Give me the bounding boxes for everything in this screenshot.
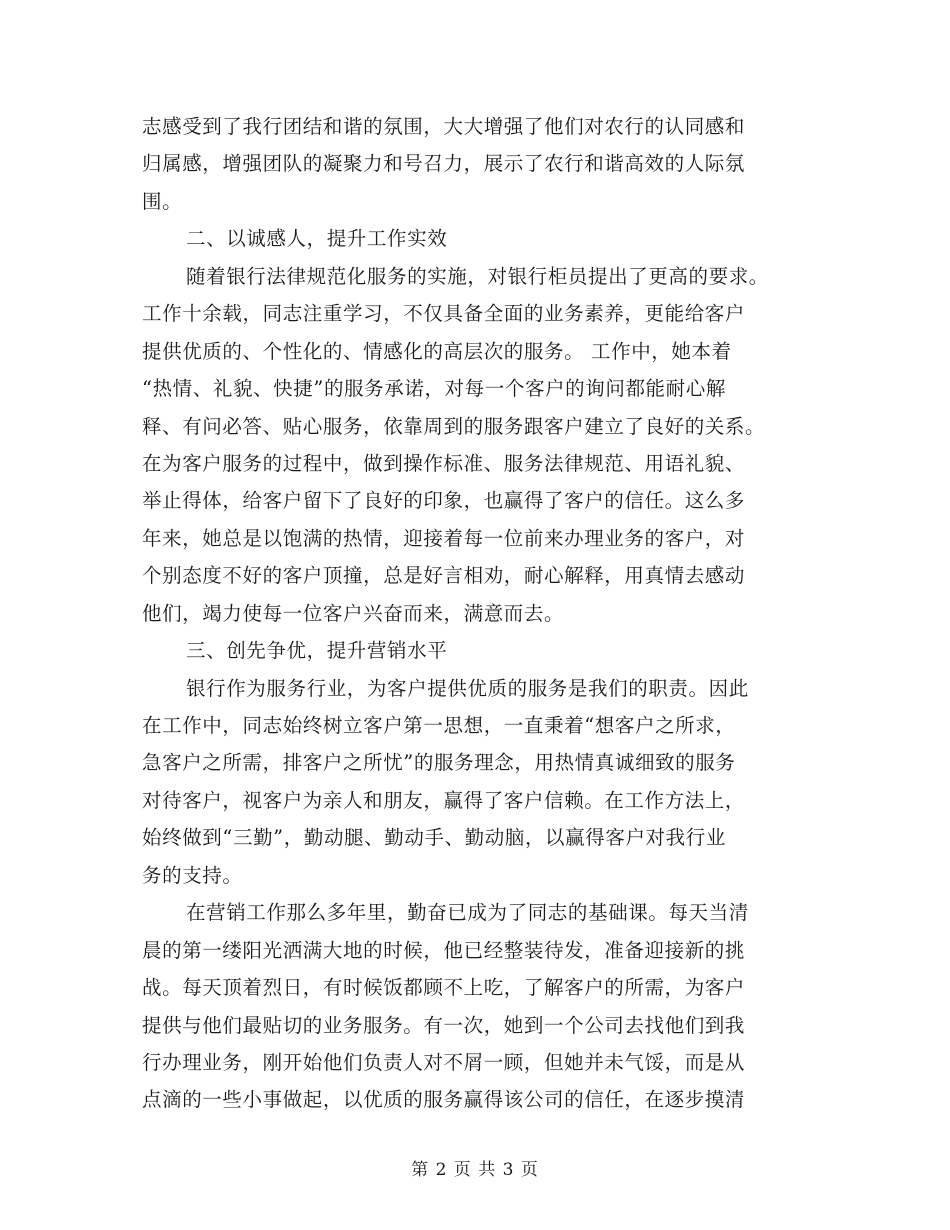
text-line: 志感受到了我行团结和谐的氛围，大大增强了他们对农行的认同感和 xyxy=(142,115,746,138)
text-line: 始终做到“三勤”，勤动腿、勤动手、勤动脑，以赢得客户对我行业 xyxy=(142,826,726,850)
text-line: 急客户之所需，排客户之所忧”的服务理念，用热情真诚细致的服务 xyxy=(142,751,736,775)
text-line: 他们，竭力使每一位客户兴奋而来，满意而去。 xyxy=(142,601,565,625)
text-line: 对待客户，视客户为亲人和朋友，赢得了客户信赖。在工作方法上， xyxy=(142,788,746,812)
text-line: 年来，她总是以饱满的热情，迎接着每一位前来办理业务的客户，对 xyxy=(142,526,746,550)
text-line: 银行作为服务行业，为客户提供优质的服务是我们的职责。因此 xyxy=(186,676,749,700)
text-line: 释、有问必答、贴心服务，依靠周到的服务跟客户建立了良好的关系。 xyxy=(142,414,766,438)
text-line: 工作十余载，同志注重学习，不仅具备全面的业务素养，更能给客户 xyxy=(142,302,746,326)
text-line: 提供与他们最贴切的业务服务。有一次，她到一个公司去找他们到我 xyxy=(142,1013,746,1037)
text-line: 三、创先争优，提升营销水平 xyxy=(186,639,448,663)
page-footer: 第 2 页 共 3 页 xyxy=(411,1160,539,1180)
text-line: 二、以诚感人，提升工作实效 xyxy=(186,227,448,251)
text-line: 行办理业务，刚开始他们负责人对不屑一顾，但她并未气馁，而是从 xyxy=(142,1050,746,1074)
text-line: 随着银行法律规范化服务的实施，对银行柜员提出了更高的要求。 xyxy=(186,264,769,288)
text-line: 在营销工作那么多年里，勤奋已成为了同志的基础课。每天当清 xyxy=(186,901,749,925)
text-line: 个别态度不好的客户顶撞，总是好言相劝，耐心解释，用真情去感动 xyxy=(142,564,746,588)
document-body xyxy=(142,108,807,1119)
text-line: 晨的第一缕阳光洒满大地的时候，他已经整装待发，准备迎接新的挑 xyxy=(142,938,746,962)
text-line: 点滴的一些小事做起，以优质的服务赢得该公司的信任，在逐步摸清 xyxy=(142,1088,746,1112)
text-line: 务的支持。 xyxy=(142,863,243,887)
text-line: 战。每天顶着烈日，有时候饭都顾不上吃，了解客户的所需，为客户 xyxy=(142,976,746,1000)
text-line: “热情、礼貌、快捷”的服务承诺，对每一个客户的询问都能耐心解 xyxy=(142,377,726,401)
text-line: 围。 xyxy=(142,189,183,213)
text-line: 举止得体，给客户留下了良好的印象，也赢得了客户的信任。这么多 xyxy=(142,489,746,513)
text-line: 在为客户服务的过程中，做到操作标准、服务法律规范、用语礼貌、 xyxy=(142,451,746,475)
text-line: 在工作中，同志始终树立客户第一思想，一直秉着“想客户之所求， xyxy=(142,714,736,737)
text-line: 提供优质的、个性化的、情感化的高层次的服务。 工作中，她本着 xyxy=(142,339,732,363)
text-line: 归属感，增强团队的凝聚力和号召力，展示了农行和谐高效的人际氛 xyxy=(142,152,746,176)
